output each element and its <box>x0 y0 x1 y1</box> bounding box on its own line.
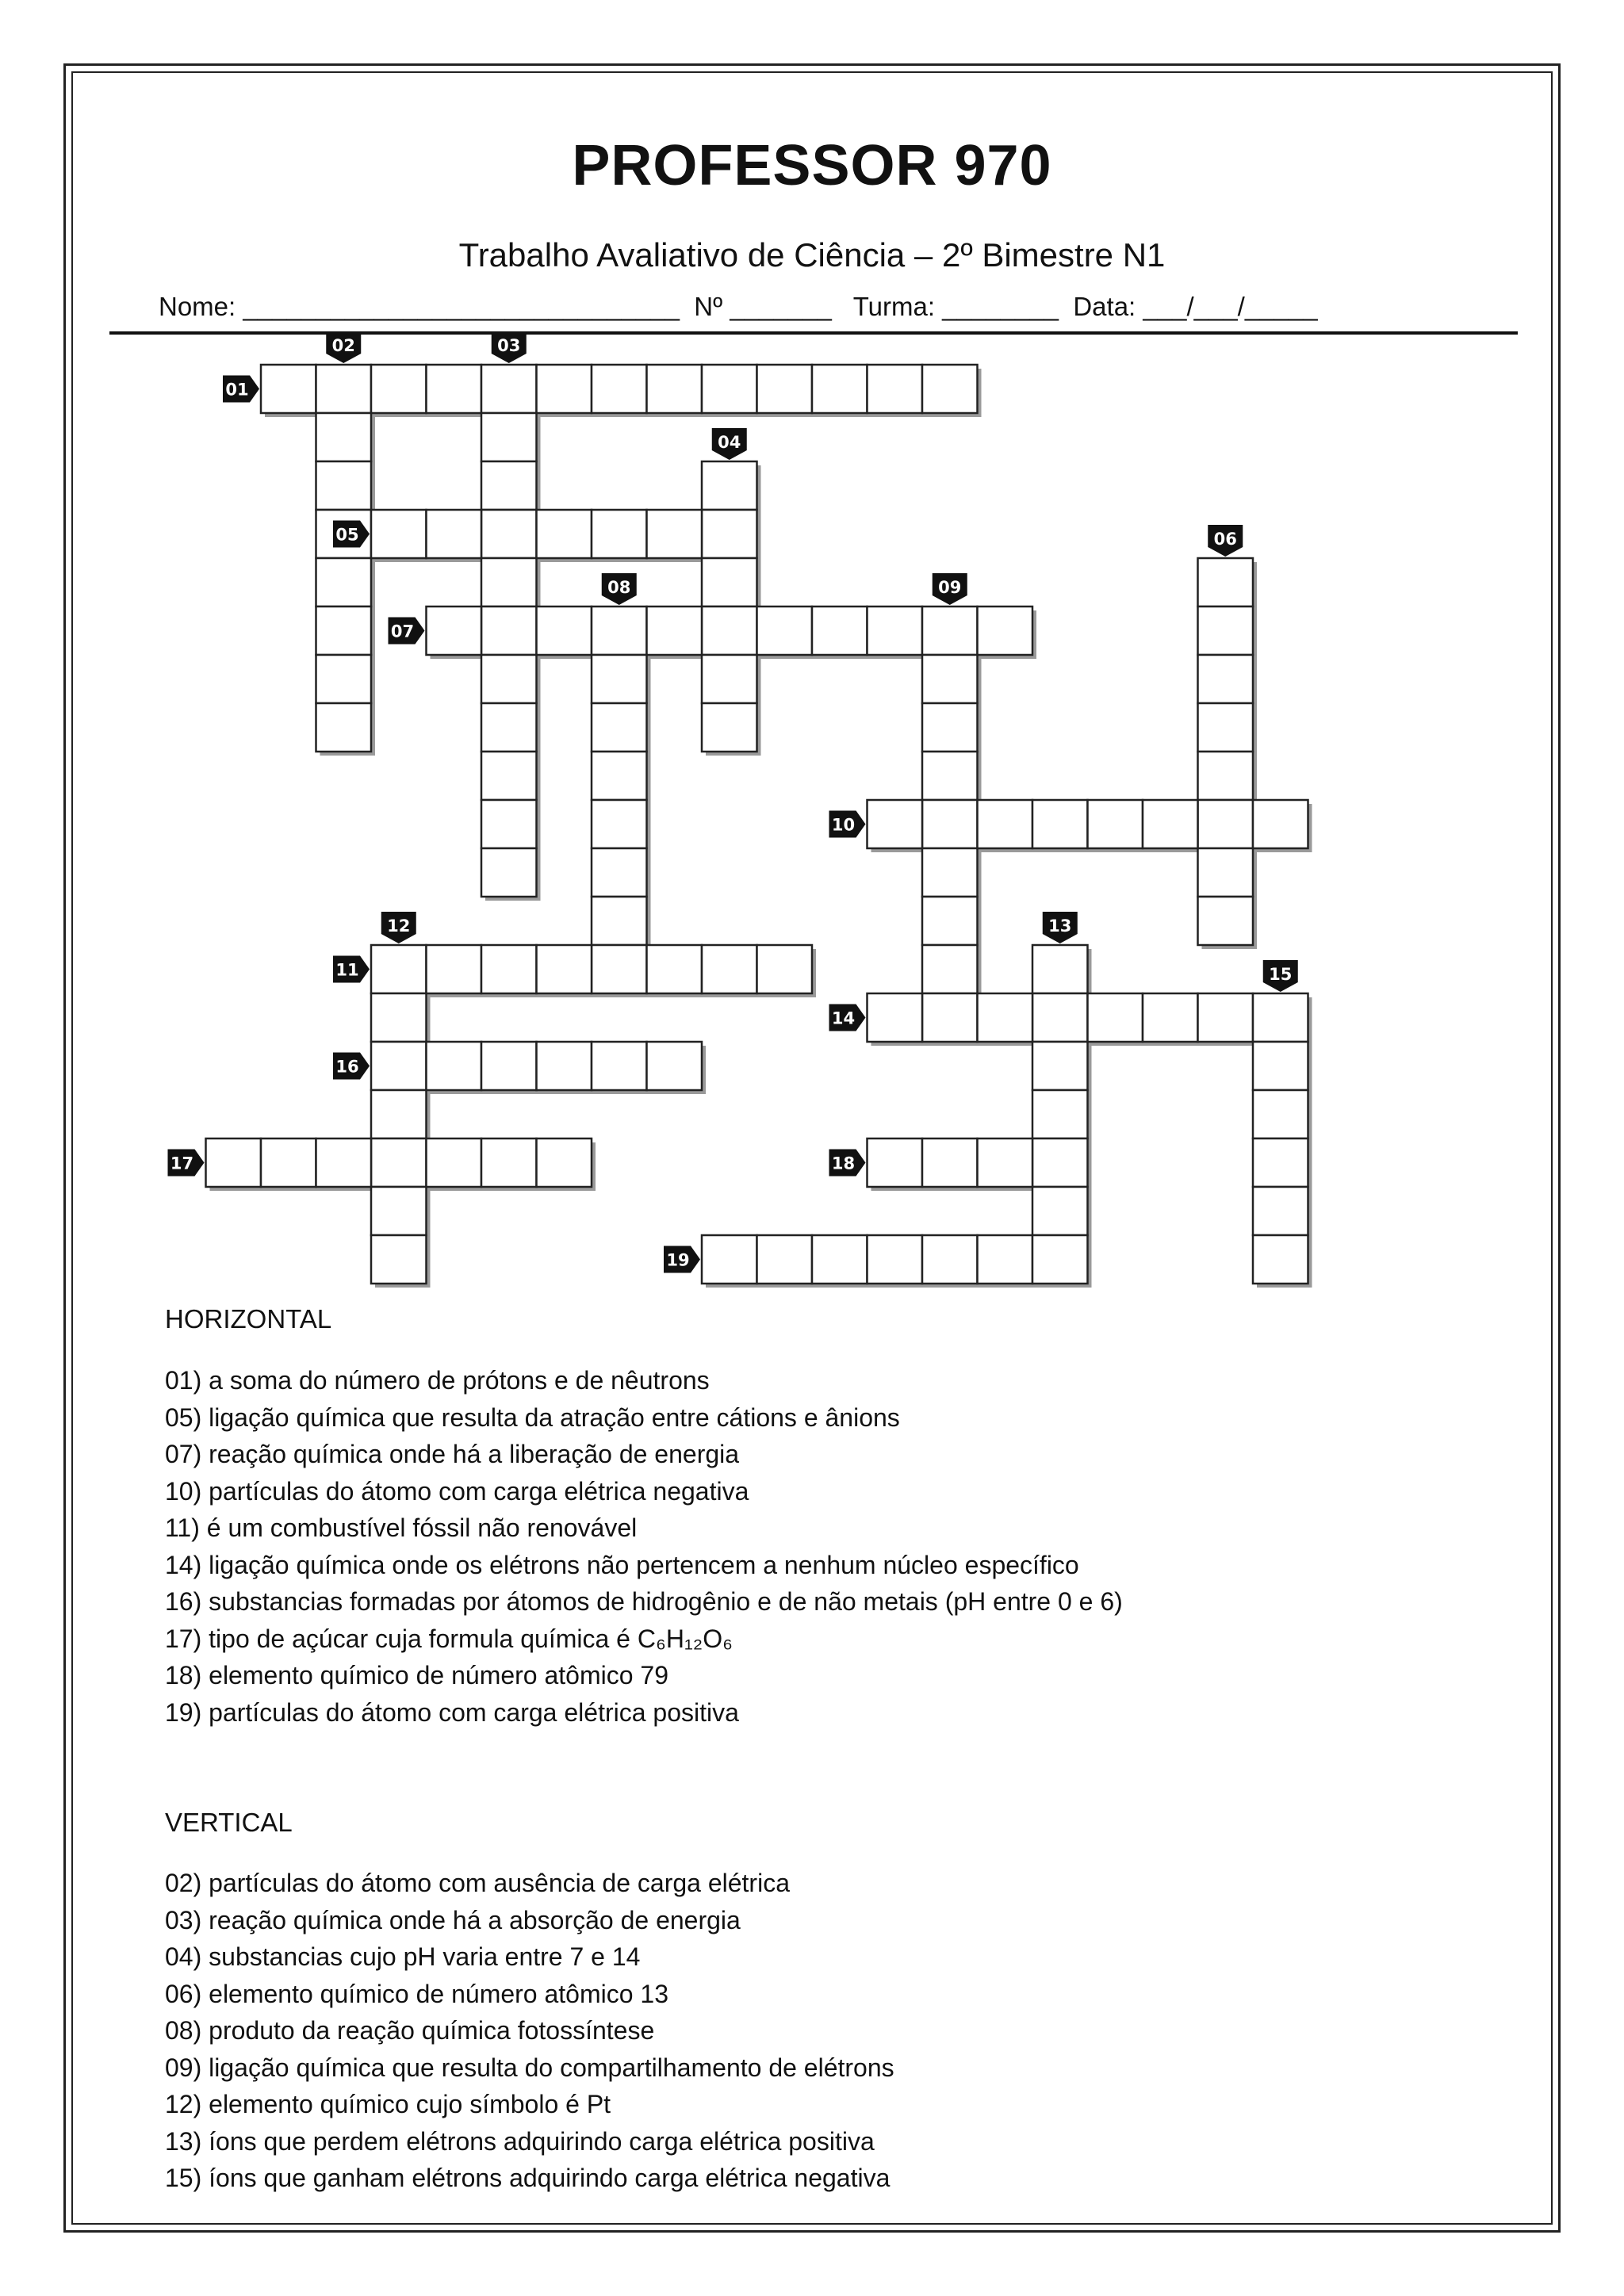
crossword-cell[interactable] <box>427 1138 482 1187</box>
crossword-cell[interactable] <box>592 510 647 558</box>
crossword-cell[interactable] <box>1253 1090 1308 1138</box>
crossword-cell[interactable] <box>922 897 978 945</box>
crossword-cell[interactable] <box>427 510 482 558</box>
crossword-cell[interactable] <box>647 365 703 413</box>
clue-number: 12 <box>387 916 411 936</box>
crossword-cell[interactable] <box>481 945 537 993</box>
clue-number-tag-09 <box>933 573 967 605</box>
crossword-cell[interactable] <box>1198 607 1254 655</box>
crossword-cell[interactable] <box>537 365 592 413</box>
clue-number-tag-08 <box>602 573 637 605</box>
crossword-cell[interactable] <box>481 752 537 800</box>
horizontal-heading: HORIZONTAL <box>165 1304 332 1334</box>
crossword-cell[interactable] <box>868 607 923 655</box>
clue-number-tag-02 <box>326 331 361 363</box>
crossword-cell[interactable] <box>868 365 923 413</box>
crossword-cell[interactable] <box>922 752 978 800</box>
vertical-heading: VERTICAL <box>165 1808 293 1837</box>
clue-item: 12) elemento químico cujo símbolo é Pt <box>165 2090 611 2118</box>
crossword-cell[interactable] <box>812 607 868 655</box>
clue-number: 13 <box>1048 916 1072 936</box>
clue-item: 01) a soma do número de prótons e de nêutrons <box>165 1366 710 1395</box>
crossword-cell[interactable] <box>427 365 482 413</box>
crossword-cell[interactable] <box>702 510 757 558</box>
crossword-cell[interactable] <box>1143 993 1198 1042</box>
crossword-cell[interactable] <box>812 365 868 413</box>
crossword-cell[interactable] <box>481 607 537 655</box>
crossword-cell[interactable] <box>1198 558 1254 607</box>
crossword-cell[interactable] <box>371 1187 427 1235</box>
crossword-cell[interactable] <box>1198 993 1254 1042</box>
crossword-cell[interactable] <box>1198 800 1254 848</box>
crossword-cell[interactable] <box>702 558 757 607</box>
crossword-cell[interactable] <box>1032 945 1088 993</box>
clue-number: 03 <box>497 336 521 355</box>
crossword-cell[interactable] <box>647 1042 703 1090</box>
crossword-cell[interactable] <box>371 993 427 1042</box>
crossword-cell[interactable] <box>1198 897 1254 945</box>
crossword-cell[interactable] <box>868 800 923 848</box>
crossword-cell[interactable] <box>922 945 978 993</box>
crossword-cell[interactable] <box>1253 1042 1308 1090</box>
crossword-cell[interactable] <box>702 703 757 752</box>
crossword-cell[interactable] <box>481 800 537 848</box>
crossword-cell[interactable] <box>1032 1090 1088 1138</box>
crossword-cell[interactable] <box>1032 993 1088 1042</box>
crossword-cell[interactable] <box>922 703 978 752</box>
crossword-cell[interactable] <box>1253 1235 1308 1284</box>
crossword-cell[interactable] <box>316 655 372 703</box>
clue-number-tag-17 <box>168 1150 205 1177</box>
clue-item: 09) ligação química que resulta do compartilhamento de elétrons <box>165 2053 894 2082</box>
worksheet-subtitle: Trabalho Avaliativo de Ciência – 2º Bimestre N1 <box>458 236 1166 274</box>
crossword-cell[interactable] <box>1198 848 1254 897</box>
crossword-cell[interactable] <box>261 1138 316 1187</box>
crossword-cell[interactable] <box>702 1235 757 1284</box>
crossword-cell[interactable] <box>592 1042 647 1090</box>
crossword-cell[interactable] <box>481 1042 537 1090</box>
crossword-cell[interactable] <box>481 413 537 461</box>
crossword-cell[interactable] <box>757 1235 813 1284</box>
crossword-cell[interactable] <box>922 848 978 897</box>
horizontal-clues <box>165 1362 1123 1731</box>
clue-item: 11) é um combustível fóssil não renovável <box>165 1513 638 1542</box>
student-info-line[interactable]: Nome: ______________________________ Nº _______ Turma: ________ Data: ___/___/_____ <box>159 292 1318 321</box>
vertical-clues <box>165 1865 894 2197</box>
crossword-cell[interactable] <box>371 945 427 993</box>
crossword-cell[interactable] <box>1143 800 1198 848</box>
crossword-cell[interactable] <box>481 1138 537 1187</box>
clue-item: 06) elemento químico de número atômico 13 <box>165 1979 669 2008</box>
clue-number: 09 <box>938 578 962 597</box>
crossword-cell[interactable] <box>537 1042 592 1090</box>
clue-number-tag-03 <box>492 331 527 363</box>
crossword-cell[interactable] <box>922 1138 978 1187</box>
clue-item: 17) tipo de açúcar cuja formula química é C₆H₁₂O₆ <box>165 1624 733 1653</box>
crossword-cell[interactable] <box>647 945 703 993</box>
crossword-cell[interactable] <box>592 897 647 945</box>
crossword-cell[interactable] <box>316 461 372 510</box>
crossword-cell[interactable] <box>371 365 427 413</box>
crossword-cell[interactable] <box>868 1235 923 1284</box>
clue-item: 14) ligação química onde os elétrons não pertencem a nenhum núcleo específico <box>165 1550 1079 1579</box>
crossword-cell[interactable] <box>1253 993 1308 1042</box>
crossword-cell[interactable] <box>1198 703 1254 752</box>
crossword-cell[interactable] <box>371 1235 427 1284</box>
crossword-cell[interactable] <box>1253 1187 1308 1235</box>
crossword-cell[interactable] <box>537 1138 592 1187</box>
clue-number-tag-01 <box>223 376 259 403</box>
crossword-cell[interactable] <box>537 510 592 558</box>
crossword-cell[interactable] <box>978 607 1033 655</box>
clue-number: 07 <box>390 622 415 641</box>
crossword-cell[interactable] <box>922 655 978 703</box>
crossword-cell[interactable] <box>316 365 372 413</box>
crossword-cell[interactable] <box>427 1042 482 1090</box>
crossword-cell[interactable] <box>1032 800 1088 848</box>
clue-number-tag-19 <box>664 1246 700 1273</box>
clue-number: 05 <box>335 525 359 545</box>
crossword-cell[interactable] <box>427 607 482 655</box>
clue-number: 14 <box>831 1008 856 1028</box>
clue-item: 04) substancias cujo pH varia entre 7 e 14 <box>165 1942 641 1971</box>
clue-number-tag-13 <box>1043 912 1078 943</box>
crossword-cell[interactable] <box>922 993 978 1042</box>
clue-item: 18) elemento químico de número atômico 79 <box>165 1661 669 1689</box>
crossword-cell[interactable] <box>1032 1187 1088 1235</box>
clue-item: 03) reação química onde há a absorção de energia <box>165 1905 741 1934</box>
clue-number: 15 <box>1269 965 1293 984</box>
page-title: PROFESSOR 970 <box>572 134 1052 197</box>
crossword-cell[interactable] <box>1198 752 1254 800</box>
clue-number-tag-04 <box>712 428 747 460</box>
crossword-cell[interactable] <box>702 945 757 993</box>
crossword-cell[interactable] <box>922 800 978 848</box>
clue-number-tag-12 <box>381 912 416 943</box>
clue-number-tag-14 <box>829 1004 866 1031</box>
clue-item: 07) reação química onde há a liberação de energia <box>165 1440 740 1468</box>
crossword-cell[interactable] <box>481 510 537 558</box>
crossword-cell[interactable] <box>922 607 978 655</box>
crossword-cell[interactable] <box>702 365 757 413</box>
clue-number: 06 <box>1213 530 1237 549</box>
clue-number-tag-10 <box>829 811 866 838</box>
clue-number: 10 <box>831 815 856 835</box>
clue-number-tag-06 <box>1208 525 1243 557</box>
crossword-cell[interactable] <box>592 945 647 993</box>
clue-number: 19 <box>666 1250 690 1270</box>
clue-item: 19) partículas do átomo com carga elétrica positiva <box>165 1697 739 1727</box>
crossword-cell[interactable] <box>868 1138 923 1187</box>
crossword-cell[interactable] <box>978 1235 1033 1284</box>
crossword-cell[interactable] <box>481 848 537 897</box>
clue-number-tag-16 <box>333 1053 370 1080</box>
crossword-cell[interactable] <box>978 1138 1033 1187</box>
crossword-cell[interactable] <box>592 655 647 703</box>
crossword-cell[interactable] <box>316 703 372 752</box>
clue-number: 11 <box>335 960 359 980</box>
crossword-cell[interactable] <box>592 848 647 897</box>
clue-item: 05) ligação química que resulta da atração entre cátions e ânions <box>165 1402 900 1432</box>
crossword-cell[interactable] <box>537 607 592 655</box>
crossword-cell[interactable] <box>978 800 1033 848</box>
clue-number: 16 <box>335 1057 359 1077</box>
crossword-cell[interactable] <box>371 1138 427 1187</box>
crossword-cell[interactable] <box>371 1090 427 1138</box>
crossword-cell[interactable] <box>371 510 427 558</box>
clue-number: 18 <box>831 1154 856 1173</box>
crossword-cell[interactable] <box>922 1235 978 1284</box>
crossword-cell[interactable] <box>1032 1042 1088 1090</box>
crossword-cell[interactable] <box>647 510 703 558</box>
clue-number-tag-18 <box>829 1150 866 1177</box>
crossword-cell[interactable] <box>371 1042 427 1090</box>
clue-number-tag-11 <box>333 956 370 983</box>
crossword-cell[interactable] <box>1088 800 1143 848</box>
crossword-cell[interactable] <box>481 703 537 752</box>
header-divider <box>109 331 1518 335</box>
crossword-cell[interactable] <box>1088 993 1143 1042</box>
crossword-cell[interactable] <box>1198 655 1254 703</box>
clue-item: 08) produto da reação química fotossíntese <box>165 2016 655 2045</box>
clue-number: 02 <box>331 336 355 355</box>
crossword-cell[interactable] <box>922 365 978 413</box>
clue-number: 04 <box>718 433 741 452</box>
crossword-cell[interactable] <box>702 461 757 510</box>
crossword-cell[interactable] <box>702 607 757 655</box>
crossword-grid[interactable] <box>151 336 1293 1288</box>
crossword-cell[interactable] <box>757 607 813 655</box>
clue-item: 10) partículas do átomo com carga elétrica negativa <box>165 1476 749 1506</box>
crossword-cell[interactable] <box>1253 1138 1308 1187</box>
clue-item: 13) íons que perdem elétrons adquirindo carga elétrica positiva <box>165 2126 875 2156</box>
crossword-cell[interactable] <box>316 1138 372 1187</box>
crossword-cell[interactable] <box>592 752 647 800</box>
crossword-cell[interactable] <box>427 945 482 993</box>
crossword-cell[interactable] <box>481 655 537 703</box>
clue-item: 15) íons que ganham elétrons adquirindo carga elétrica negativa <box>165 2164 891 2192</box>
crossword-cell[interactable] <box>592 607 647 655</box>
crossword-cell[interactable] <box>978 993 1033 1042</box>
crossword-cell[interactable] <box>1253 800 1308 848</box>
crossword-cell[interactable] <box>481 461 537 510</box>
crossword-cell[interactable] <box>206 1138 262 1187</box>
clue-number-tag-07 <box>389 618 425 645</box>
crossword-cell[interactable] <box>757 945 813 993</box>
clue-number: 01 <box>225 380 249 400</box>
crossword-cell[interactable] <box>757 365 813 413</box>
crossword-cell[interactable] <box>592 800 647 848</box>
crossword-cell[interactable] <box>868 993 923 1042</box>
crossword-cell[interactable] <box>812 1235 868 1284</box>
crossword-cell[interactable] <box>647 607 703 655</box>
clue-number: 17 <box>170 1154 194 1173</box>
clue-item: 16) substancias formadas por átomos de hidrogênio e de não metais (pH entre 0 e 6) <box>165 1587 1123 1616</box>
crossword-cell[interactable] <box>261 365 316 413</box>
crossword-cell[interactable] <box>316 607 372 655</box>
crossword-cell[interactable] <box>592 365 647 413</box>
crossword-cell[interactable] <box>537 945 592 993</box>
crossword-cell[interactable] <box>1032 1235 1088 1284</box>
crossword-cell[interactable] <box>316 558 372 607</box>
crossword-cell[interactable] <box>702 655 757 703</box>
crossword-cell[interactable] <box>316 413 372 461</box>
clue-item: 02) partículas do átomo com ausência de carga elétrica <box>165 1869 790 1897</box>
crossword-cell[interactable] <box>481 558 537 607</box>
crossword-cell[interactable] <box>592 703 647 752</box>
clue-number: 08 <box>607 578 631 597</box>
crossword-cell[interactable] <box>1032 1138 1088 1187</box>
crossword-cell[interactable] <box>481 365 537 413</box>
